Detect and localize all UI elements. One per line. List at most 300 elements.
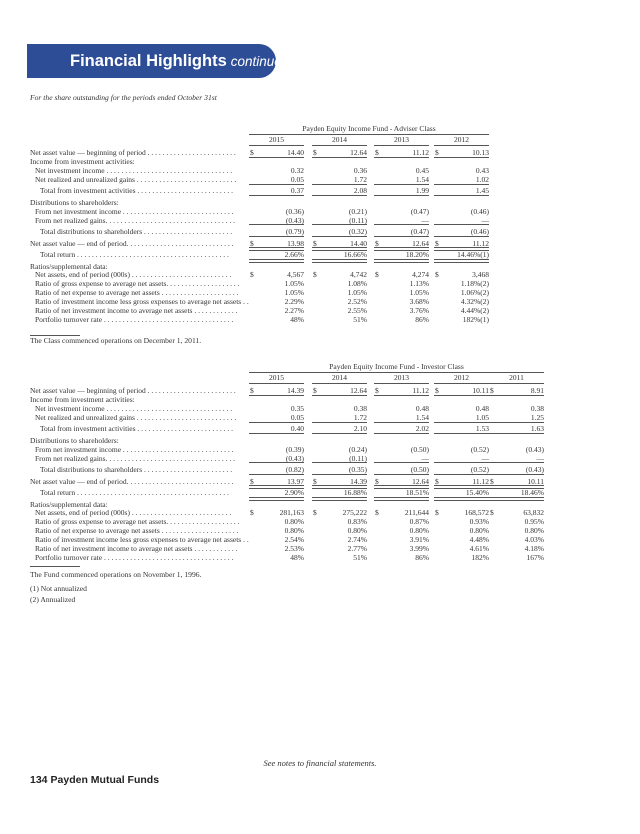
dollar-sign: $ [375,476,379,486]
row-value: 0.80% [284,517,304,527]
row-value: (0.43) [525,465,544,474]
banner-continued: continued [230,54,290,69]
row-label: Income from investment activities: [30,394,135,404]
row-value: 0.45 [415,165,429,175]
table-row [30,186,610,195]
table-row [30,395,610,404]
row-value: 3.68% [409,297,429,307]
row-value: 2.55% [347,306,367,315]
row-value: (0.36) [285,206,304,216]
total-rule [312,184,367,185]
dollar-sign: $ [313,270,317,280]
row-label: Net investment income . . . . . . . . . . . . . . . . . . . . . . . . . . . . . . . . . . [35,165,233,175]
table-row [30,270,610,279]
total-rule [434,195,489,196]
row-value: 2.10 [353,424,367,434]
total-rule [374,236,429,237]
table-row [30,526,610,535]
total-rule [434,224,489,225]
total-rule [374,195,429,196]
row-value: 14.40 [350,238,367,248]
table-row [30,535,610,544]
row-value: 2.27% [284,306,304,315]
row-value: 1.05 [475,412,489,422]
row-value: 0.80% [347,526,367,536]
row-value: 13.98 [287,238,304,248]
table-row [30,157,610,166]
year-header-rule [489,383,544,384]
row-value: 1.13% [409,279,429,289]
row-value: 18.46% [520,488,544,497]
row-label: Net assets, end of period (000s) . . . . . . . . . . . . . . . . . . . . . . . . . . . [35,508,232,518]
dollar-sign: $ [375,148,379,157]
row-label: Total distributions to shareholders . . . . . . . . . . . . . . . . . . . . . . . . [40,465,233,474]
row-value: 0.38 [353,403,367,413]
row-value: (0.43) [285,215,304,225]
row-label: Ratio of net expense to average net assets . . . . . . . . . . . . . . . . . . . . . [35,526,239,536]
row-value: 4.48% [469,535,489,545]
dollar-sign: $ [250,476,254,486]
row-value: 14.39 [350,476,367,486]
row-value: 1.54 [415,174,429,184]
table-row [30,175,610,184]
year-header: 2014 [332,373,347,382]
row-value: 1.08% [347,279,367,289]
page-footer [30,774,159,786]
total-rule [312,422,367,423]
row-value: 86% [415,314,429,324]
table-row [30,288,610,297]
row-label: Total from investment activities . . . . . . . . . . . . . . . . . . . . . . . . . . [40,186,233,196]
row-value: 0.48 [475,403,489,413]
note-annualized: (2) Annualized [30,595,76,604]
row-label: Net realized and unrealized gains . . . . . . . . . . . . . . . . . . . . . . . . . . . [35,174,237,184]
row-value: (0.52) [470,444,489,454]
dollar-sign: $ [375,238,379,248]
row-value: 0.80% [469,526,489,536]
dollar-sign: $ [250,386,254,395]
row-label: Ratios/supplemental data: [30,261,108,271]
table-row [30,477,610,486]
row-value: 12.64 [350,386,367,395]
dollar-sign: $ [435,238,439,248]
section-banner [27,44,290,78]
year-header-rule [374,145,429,146]
dollar-sign: $ [250,270,254,280]
row-value: 1.99 [415,186,429,196]
table-row [30,404,610,413]
row-value: 0.32 [290,165,304,175]
publisher-name: Payden Mutual Funds [50,774,160,786]
table-row [30,544,610,553]
dollar-sign: $ [250,148,254,157]
investor-class-table [30,362,610,572]
table-row [30,454,610,463]
row-value: 12.64 [412,238,429,248]
row-label: Ratio of investment income less gross expenses to average net assets . . [35,297,249,307]
row-value: (0.21) [348,206,367,216]
total-rule [249,474,304,475]
row-value: 0.05 [290,412,304,422]
row-value: (0.11) [349,453,367,463]
row-value: 16.66% [343,250,367,259]
row-value: 0.48 [415,403,429,413]
total-rule [249,224,304,225]
row-value: 1.54 [415,412,429,422]
year-header: 2015 [269,135,284,144]
row-value: 4,742 [350,270,367,280]
row-value: 0.37 [290,186,304,196]
row-label: Portfolio turnover rate . . . . . . . . . . . . . . . . . . . . . . . . . . . . . . . . . . . [35,314,234,324]
dollar-sign: $ [490,476,494,486]
dollar-sign: $ [250,508,254,518]
table-row [30,279,610,288]
row-label: Net asset value — beginning of period . . . . . . . . . . . . . . . . . . . . . . . . [30,148,236,157]
row-value: 0.38 [530,403,544,413]
table-row [30,413,610,422]
dollar-sign: $ [375,508,379,518]
row-value: 281,163 [279,508,304,518]
total-rule [249,236,304,237]
row-label: Ratio of gross expense to average net assets. . . . . . . . . . . . . . . . . . . . [35,279,240,289]
total-rule [374,224,429,225]
table-row [30,306,610,315]
dollar-sign: $ [435,476,439,486]
adviser-footnote: The Class commenced operations on December 1, 2011. [30,336,202,345]
row-value: 2.53% [284,544,304,553]
total-rule [489,433,544,434]
dollar-sign: $ [313,476,317,486]
row-value: 2.52% [347,297,367,307]
dollar-sign: $ [313,148,317,157]
row-label: Net asset value — end of period. . . . . . . . . . . . . . . . . . . . . . . . . . . . . [30,238,234,248]
row-value: 2.77% [347,544,367,553]
see-notes-text: See notes to financial statements. [263,758,377,768]
total-rule [489,474,544,475]
row-value: 0.36 [353,165,367,175]
table-row [30,297,610,306]
row-value: 0.80% [409,526,429,536]
row-value: 0.43 [475,165,489,175]
row-label: Ratio of net expense to average net assets . . . . . . . . . . . . . . . . . . . . . [35,288,239,298]
year-header: 2012 [454,135,469,144]
row-value: 0.40 [290,424,304,434]
row-value: 11.12 [412,386,429,395]
year-header-rule [312,145,367,146]
row-value: 2.08 [353,186,367,196]
row-value: 211,644 [404,508,429,518]
row-value: (0.50) [410,444,429,454]
dollar-sign: $ [313,238,317,248]
row-label: From net investment income . . . . . . . . . . . . . . . . . . . . . . . . . . . . . . [35,206,234,216]
row-value: 182% [471,552,489,562]
total-rule [434,184,489,185]
row-value: 0.87% [409,517,429,527]
row-value: 3,468 [472,270,489,280]
total-rule [249,195,304,196]
year-header: 2013 [394,135,409,144]
row-value: 2.90% [284,488,304,497]
row-value: (0.50) [410,465,429,474]
row-value: 51% [353,552,367,562]
year-header-rule [312,383,367,384]
row-label: Ratio of investment income less gross expenses to average net assets . . [35,535,249,545]
row-value: 1.53 [475,424,489,434]
total-rule [312,224,367,225]
row-label: From net realized gains. . . . . . . . . . . . . . . . . . . . . . . . . . . . . . . . . . . [35,453,235,463]
row-label: Net realized and unrealized gains . . . . . . . . . . . . . . . . . . . . . . . . . . . [35,412,237,422]
row-value: 2.66% [284,250,304,259]
row-label: Net asset value — end of period. . . . . . . . . . . . . . . . . . . . . . . . . . . . . [30,476,234,486]
row-value: 182%(1) [462,314,489,324]
row-value: (0.46) [470,206,489,216]
row-value: 1.72 [353,412,367,422]
row-label: Total return . . . . . . . . . . . . . . . . . . . . . . . . . . . . . . . . . . . . . . . . . [40,488,229,497]
table-row [30,198,610,207]
row-value: 12.64 [412,476,429,486]
dollar-sign: $ [435,386,439,395]
total-rule [489,422,544,423]
row-value: 18.20% [405,250,429,259]
total-rule [312,236,367,237]
table-row [30,262,610,271]
row-value: (0.52) [470,465,489,474]
row-value: 48% [290,552,304,562]
dollar-sign: $ [435,148,439,157]
row-value: 0.05 [290,174,304,184]
total-rule [434,474,489,475]
row-value: 0.95% [524,517,544,527]
year-header-rule [249,145,304,146]
row-value: 16.88% [343,488,367,497]
row-value: 11.12 [472,476,489,486]
row-value: 0.80% [524,526,544,536]
row-value: 14.40 [287,148,304,157]
row-label: Total distributions to shareholders . . . . . . . . . . . . . . . . . . . . . . . . [40,227,233,236]
row-value: 51% [353,314,367,324]
row-value: (0.47) [410,206,429,216]
total-rule [489,462,544,463]
table-row [30,216,610,225]
row-value: 63,832 [523,508,544,518]
row-value: 14.39 [287,386,304,395]
investor-footnote: The Fund commenced operations on November 1, 1996. [30,570,202,579]
table-row [30,465,610,474]
total-rule [374,433,429,434]
row-value: 2.54% [284,535,304,545]
row-value: 4.61% [469,544,489,553]
footnote-rule [30,566,80,567]
table-row [30,227,610,236]
row-value: 1.25 [530,412,544,422]
table-row [30,500,610,509]
row-value: 86% [415,552,429,562]
fund-title: Payden Equity Income Fund - Investor Class [329,362,464,371]
total-rule [374,474,429,475]
total-rule [434,433,489,434]
row-label: Ratios/supplemental data: [30,499,108,509]
row-value: — [481,215,489,225]
row-value: 0.35 [290,403,304,413]
row-value: 4,567 [287,270,304,280]
table-row [30,553,610,562]
row-value: (0.47) [410,227,429,236]
year-header-rule [249,383,304,384]
year-header-rule [434,383,489,384]
row-value: (0.32) [348,227,367,236]
total-rule [434,462,489,463]
year-header: 2011 [509,373,524,382]
row-value: 1.63 [530,424,544,434]
row-value: (0.35) [348,465,367,474]
total-rule [249,422,304,423]
total-rule [374,184,429,185]
row-value: (0.79) [285,227,304,236]
row-value: 8.91 [530,386,544,395]
row-value: 3.91% [409,535,429,545]
row-value: 4.44%(2) [460,306,489,315]
table-row [30,517,610,526]
dollar-sign: $ [490,386,494,395]
table-row [30,239,610,248]
dollar-sign: $ [250,238,254,248]
table-row [30,424,610,433]
row-value: 15.40% [465,488,489,497]
row-value: 3.99% [409,544,429,553]
row-value: 10.13 [472,148,489,157]
dollar-sign: $ [313,386,317,395]
row-value: (0.11) [349,215,367,225]
dollar-sign: $ [490,508,494,518]
page-subtitle: For the share outstanding for the periods ended October 31st [30,93,217,102]
dollar-sign: $ [435,270,439,280]
row-label: Distributions to shareholders: [30,197,119,207]
row-value: 11.12 [412,148,429,157]
row-value: 0.80% [284,526,304,536]
table-row [30,250,610,259]
row-value: 0.93% [469,517,489,527]
row-value: 1.72 [353,174,367,184]
row-value: 275,222 [342,508,367,518]
total-rule [249,462,304,463]
row-value: 4,274 [412,270,429,280]
row-value: 11.12 [472,238,489,248]
total-rule [374,422,429,423]
row-value: 1.18%(2) [460,279,489,289]
row-value: 1.05% [347,288,367,298]
row-value: 3.76% [409,306,429,315]
table-row [30,488,610,497]
row-value: 167% [526,552,544,562]
row-label: Net assets, end of period (000s) . . . . . . . . . . . . . . . . . . . . . . . . . . . [35,270,232,280]
row-label: Income from investment activities: [30,156,135,166]
year-header: 2013 [394,373,409,382]
row-value: 10.11 [527,476,544,486]
row-label: Ratio of net investment income to average net assets . . . . . . . . . . . . [35,306,238,315]
row-label: Portfolio turnover rate . . . . . . . . . . . . . . . . . . . . . . . . . . . . . . . . . . . [35,552,234,562]
row-value: 168,572 [464,508,489,518]
year-header-rule [434,145,489,146]
table-row [30,315,610,324]
total-rule [249,433,304,434]
table-row [30,445,610,454]
table-row [30,148,610,157]
table-row [30,436,610,445]
total-rule [312,474,367,475]
fund-title: Payden Equity Income Fund - Adviser Class [302,124,436,133]
row-value: 10.11 [472,386,489,395]
note-not-annualized: (1) Not annualized [30,584,87,593]
row-value: (0.46) [470,227,489,236]
row-value: 18.51% [405,488,429,497]
row-value: 1.05% [284,279,304,289]
dollar-sign: $ [375,386,379,395]
row-value: — [421,215,429,225]
total-rule [312,433,367,434]
table-row [30,508,610,517]
total-rule [374,462,429,463]
row-value: — [421,453,429,463]
year-header: 2015 [269,373,284,382]
adviser-class-table [30,124,610,344]
row-value: 14.46%(1) [457,250,489,259]
row-label: Total return . . . . . . . . . . . . . . . . . . . . . . . . . . . . . . . . . . . . . . . . . [40,250,229,259]
dollar-sign: $ [375,270,379,280]
row-value: 1.05% [284,288,304,298]
row-value: 4.03% [524,535,544,545]
row-value: 0.83% [347,517,367,527]
total-rule [434,422,489,423]
total-rule [249,184,304,185]
row-label: Net asset value — beginning of period . . . . . . . . . . . . . . . . . . . . . . . . [30,386,236,395]
row-value: (0.24) [348,444,367,454]
row-label: Distributions to shareholders: [30,435,119,445]
page-number: 134 [30,774,48,786]
year-header: 2014 [332,135,347,144]
row-value: 13.97 [287,476,304,486]
row-label: Ratio of gross expense to average net assets. . . . . . . . . . . . . . . . . . . . [35,517,240,527]
year-header-rule [374,383,429,384]
total-rule [434,236,489,237]
row-value: 1.05% [409,288,429,298]
row-label: Total from investment activities . . . . . . . . . . . . . . . . . . . . . . . . . . [40,424,233,434]
row-value: (0.43) [285,453,304,463]
row-value: 1.45 [475,186,489,196]
year-header: 2012 [454,373,469,382]
table-row [30,207,610,216]
row-label: Net investment income . . . . . . . . . . . . . . . . . . . . . . . . . . . . . . . . . . [35,403,233,413]
dollar-sign: $ [313,508,317,518]
row-value: 48% [290,314,304,324]
row-value: 2.02 [415,424,429,434]
row-value: 4.18% [524,544,544,553]
row-label: From net investment income . . . . . . . . . . . . . . . . . . . . . . . . . . . . . . [35,444,234,454]
row-value: 4.32%(2) [460,297,489,307]
row-value: 2.29% [284,297,304,307]
row-value: 12.64 [350,148,367,157]
row-value: 1.06%(2) [460,288,489,298]
row-value: (0.39) [285,444,304,454]
row-value: 1.02 [475,174,489,184]
row-value: — [536,453,544,463]
row-value: (0.82) [285,465,304,474]
row-value: — [481,453,489,463]
table-row [30,386,610,395]
row-value: 2.74% [347,535,367,545]
banner-title: Financial Highlights [70,52,227,70]
row-value: (0.43) [525,444,544,454]
total-rule [312,462,367,463]
